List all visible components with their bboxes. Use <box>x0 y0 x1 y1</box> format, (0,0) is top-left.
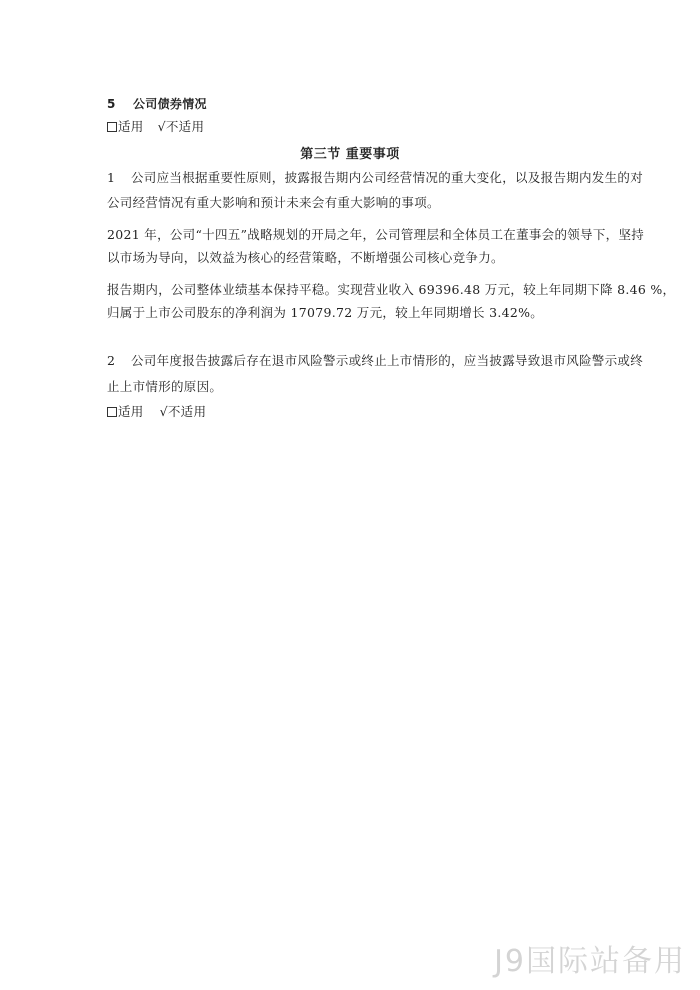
checkbox-icon <box>107 122 117 132</box>
item1-text-1: 公司应当根据重要性原则，披露报告期内公司经营情况的重大变化，以及报告期内发生的对 <box>131 170 644 185</box>
section5-applicable-label: 适用 <box>118 119 144 134</box>
item1-line5: 报告期内，公司整体业绩基本保持平稳。实现营业收入 69396.48 万元，较上年同期下降 8.46 %， <box>107 282 676 297</box>
item1-line4: 以市场为导向，以效益为核心的经营策略，不断增强公司核心竞争力。 <box>107 250 504 265</box>
item1-line3: 2021 年，公司“十四五”战略规划的开局之年，公司管理层和全体员工在董事会的领导下，坚持 <box>107 227 645 242</box>
section3-title: 第三节 重要事项 <box>300 147 400 162</box>
check-mark-icon: √ <box>159 404 168 419</box>
section5-title: 公司债券情况 <box>133 97 207 111</box>
item1-line6: 归属于上市公司股东的净利润为 17079.72 万元，较上年同期增长 3.42%。 <box>107 305 544 320</box>
item2-text-1: 公司年度报告披露后存在退市风险警示或终止上市情形的，应当披露导致退市风险警示或终 <box>131 353 644 368</box>
item2-not-applicable-label: 不适用 <box>167 404 207 419</box>
item1-line1 <box>107 170 643 186</box>
item2-applicability <box>107 404 206 420</box>
item1-line2: 公司经营情况有重大影响和预计未来会有重大影响的事项。 <box>107 195 440 210</box>
watermark: J9国际站备用 <box>494 944 686 979</box>
section5-applicability <box>107 119 204 135</box>
item2-number: 2 <box>107 353 116 368</box>
item2-applicable-label: 适用 <box>118 404 144 419</box>
section5-number: 5 <box>107 97 116 111</box>
item2-line1 <box>107 353 643 369</box>
item1-number: 1 <box>107 170 116 185</box>
item2-line2: 止上市情形的原因。 <box>107 379 223 394</box>
section5-not-applicable-label: 不适用 <box>165 119 205 134</box>
checkbox-icon <box>107 407 117 417</box>
section5-heading <box>107 96 207 112</box>
check-mark-icon: √ <box>157 119 166 134</box>
